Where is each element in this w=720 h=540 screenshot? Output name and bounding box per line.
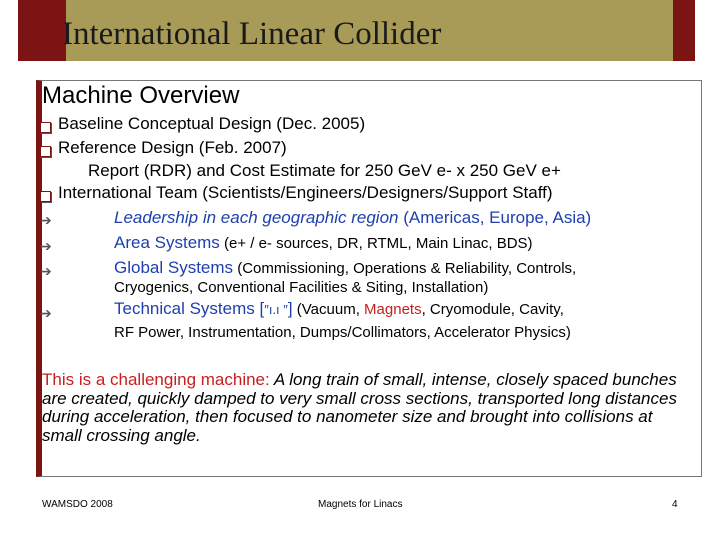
sub-technical-b: , Cryomodule, Cavity, (421, 301, 564, 318)
bullet-baseline: Baseline Conceptual Design (Dec. 2005) (58, 114, 366, 133)
sub-global-tail: (Commissioning, Operations & Reliability, Controls, (233, 260, 577, 277)
checkbox-bullet-icon (40, 120, 51, 136)
sub-area-systems (114, 233, 533, 253)
arrow-bullet-icon: ➔ (40, 305, 52, 321)
sub-leadership-tail: (Americas, Europe, Asia) (398, 208, 592, 227)
arrow-bullet-icon: ➔ (40, 238, 52, 254)
sub-technical-a: (Vacuum, (292, 301, 365, 318)
sub-technical-bracket: ] (287, 299, 293, 318)
sub-global-systems (114, 258, 576, 278)
challenge-head: This is a challenging machine: (42, 370, 270, 389)
bullet-reference: Reference Design (Feb. 2007) (58, 138, 287, 157)
sub-technical-magnets: Magnets (364, 301, 422, 318)
sub-leadership-head: Leadership in each geographic region (114, 208, 399, 227)
page-number: 4 (672, 499, 678, 510)
bullet-reference-cont: Report (RDR) and Cost Estimate for 250 GeV e- x 250 GeV e+ (88, 161, 561, 180)
slide-title: International Linear Collider (62, 16, 442, 52)
footer-left: WAMSDO 2008 (42, 499, 113, 510)
arrow-bullet-icon: ➔ (40, 212, 52, 228)
sub-technical-systems (114, 299, 564, 319)
sub-global-cont: Cryogenics, Conventional Facilities & Siting, Installation) (114, 279, 489, 296)
slide-subtitle: Machine Overview (42, 82, 240, 109)
title-accent-left (18, 0, 66, 61)
arrow-bullet-icon: ➔ (40, 263, 52, 279)
sub-technical-head: Technical Systems [ (114, 299, 265, 318)
challenge-body: A long train of small, intense, closely spaced bunches are created, quickly damped to very small cross sections, transported long distances during acceleration, then focused to nanometer size and brought into collisions at small crossing angle. (42, 370, 677, 445)
sub-technical-cont: RF Power, Instrumentation, Dumps/Collimators, Accelerator Physics) (114, 324, 571, 341)
bullet-team: International Team (Scientists/Engineers/Designers/Support Staff) (58, 183, 553, 202)
footer-center: Magnets for Linacs (318, 499, 403, 510)
checkbox-bullet-icon (40, 144, 51, 160)
sub-technical-glyph: ″ı.ı ″ (264, 302, 288, 317)
title-accent-right (673, 0, 695, 61)
sub-area-head: Area Systems (114, 233, 220, 252)
sub-leadership (114, 208, 591, 228)
sub-area-tail: (e+ / e- sources, DR, RTML, Main Linac, BDS) (219, 235, 533, 252)
sub-global-head: Global Systems (114, 258, 234, 277)
checkbox-bullet-icon (40, 189, 51, 205)
challenge-paragraph (42, 371, 692, 445)
